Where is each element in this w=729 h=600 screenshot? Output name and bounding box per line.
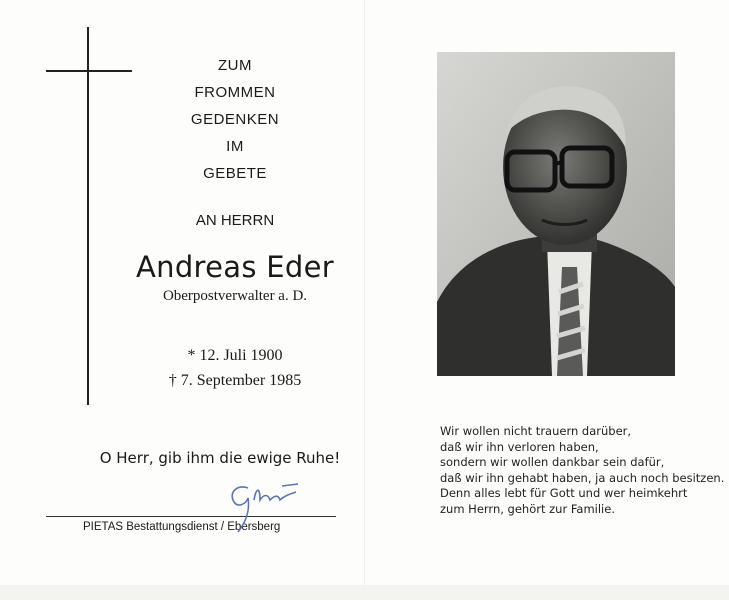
poem-line: zum Herrn, gehört zur Familie. [440,501,615,516]
memorial-poem [440,424,725,517]
card-edge [0,585,729,600]
deceased-name: Andreas Eder [136,250,334,284]
heading-line: FROMMEN [194,84,276,101]
portrait-image [437,52,675,376]
funeral-home-footer: PIETAS Bestattungsdienst / Ebersberg [83,521,281,533]
prayer-text: O Herr, gib ihm die ewige Ruhe! [99,449,341,467]
heading-line: ZUM [218,57,252,74]
poem-line: daß wir ihn gehabt haben, ja auch noch besitzen. [440,470,725,485]
poem-line: Wir wollen nicht trauern darüber, [440,424,632,438]
deceased-title: Oberpostverwalter a. D. [162,288,308,304]
heading-line: IM [226,138,244,155]
poem-line: sondern wir wollen dankbar sein dafür, [440,455,665,469]
heading-line: GEBETE [203,165,267,182]
poem-line: daß wir ihn verloren haben, [440,439,599,454]
cross-icon-bar [46,70,132,72]
memorial-heading [140,52,330,187]
cross-icon [87,27,89,405]
death-date: † 7. September 1985 [168,372,302,389]
life-dates [110,343,360,393]
birth-date: * 12. Juli 1900 [187,347,283,364]
card-fold [364,0,365,600]
poem-line: Denn alles lebt für Gott und wer heimkehrt [440,486,688,500]
portrait-photo [437,52,675,376]
handwritten-signature [220,470,310,540]
salutation: AN HERRN [195,212,275,229]
heading-line: GEDENKEN [190,111,280,128]
